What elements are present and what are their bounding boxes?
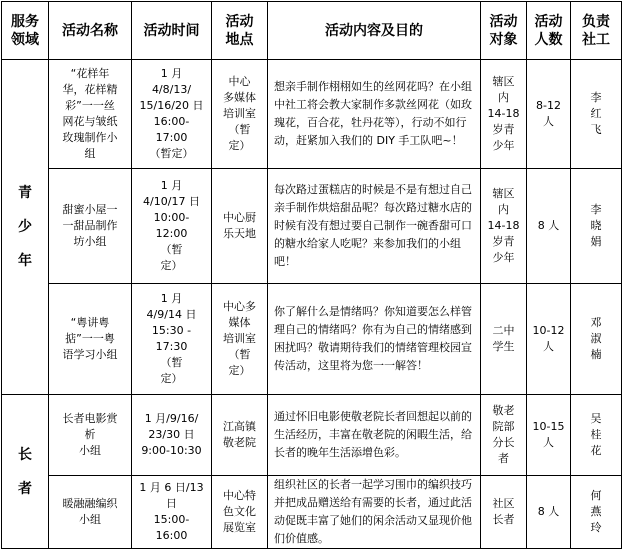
worker-text: 何 (590, 489, 602, 502)
table-row (2, 395, 622, 476)
name-text: 掂”一一粤 (65, 332, 115, 345)
activity-plan-table (1, 1, 622, 549)
content-text: 小组中社工将会教大家制作多款丝网 (274, 80, 472, 111)
content-text: 通过此活动促既丰富了她们的闲余活 (274, 496, 472, 527)
place-cell (212, 60, 268, 169)
name-text: 坊小组 (73, 235, 107, 248)
count-cell (527, 395, 571, 476)
content-text: 生活，给长者的晚年生活添增色彩。 (274, 428, 472, 459)
domain-text: 长 (18, 446, 32, 463)
header-target-line: 活动 (489, 13, 518, 30)
domain-text: 年 (18, 253, 32, 269)
name-text: 玫瑰制作小 (62, 131, 118, 144)
content-text: 绪管理校园宣传活动，这里将为您一 (274, 341, 472, 372)
domain-text: 者 (18, 480, 32, 497)
worker-text: 飞 (590, 123, 602, 136)
place-text: 定） (228, 364, 251, 377)
place-text: 定） (228, 139, 251, 152)
header-place (212, 2, 268, 60)
name-text: 小组 (79, 444, 101, 457)
place-text: 多媒体 (223, 91, 256, 104)
target-text: 少年 (492, 251, 515, 264)
count-text: 8 人 (537, 505, 560, 518)
worker-text: 李 (590, 203, 602, 216)
place-text: 江高镇 (223, 420, 256, 433)
table-row (2, 169, 622, 284)
time-text: 定） (160, 259, 183, 272)
time-text: （暂 (160, 243, 183, 256)
name-text: 暖融融编织 (62, 497, 118, 510)
time-text: 定） (160, 372, 183, 385)
time-text: 1 月 (160, 179, 183, 192)
content-cell (268, 284, 481, 395)
domain-cell (2, 395, 49, 549)
time-text: 15/16/20 日 (139, 99, 204, 112)
time-text: 16:00- (153, 115, 190, 128)
target-text: 14-18 (487, 107, 520, 120)
name-cell (49, 60, 132, 169)
count-text: 人 (543, 436, 554, 449)
place-cell (212, 476, 268, 549)
worker-text: 花 (590, 444, 602, 457)
target-cell (481, 284, 527, 395)
target-cell (481, 476, 527, 549)
target-text: 辖区 (492, 75, 515, 88)
name-text: “粤讲粤 (70, 316, 110, 329)
header-name-text: 活动名称 (62, 22, 118, 39)
place-text: 中心厨 (223, 211, 256, 224)
worker-cell (571, 476, 622, 549)
content-text: 一碗香甜可口的糖水给家人吃呢？来 (274, 219, 472, 250)
worker-text: 红 (590, 107, 602, 120)
content-text: 组织社区的长者一起学习围巾的编织 (274, 478, 450, 491)
place-text: 色文化 (223, 505, 256, 518)
content-cell (268, 395, 481, 476)
header-place-line: 地点 (225, 31, 254, 48)
count-text: 人 (543, 115, 554, 128)
time-text: 1 月/9/16/ (144, 412, 199, 425)
header-worker-line: 负责 (582, 13, 610, 30)
time-text: 1 月 (160, 67, 183, 80)
worker-text: 吴 (590, 412, 602, 425)
worker-cell (571, 395, 622, 476)
place-cell (212, 169, 268, 284)
time-text: 9:00-10:30 (141, 444, 202, 457)
content-cell (268, 60, 481, 169)
header-domain-line: 服务 (11, 13, 39, 30)
content-cell (268, 476, 481, 549)
worker-text: 邓 (590, 316, 602, 329)
content-text: 等），行动不如行动，赶紧加入我们 (274, 116, 467, 147)
target-text: 少年 (492, 139, 515, 152)
count-text: 10-15 (532, 420, 565, 433)
time-text: 15:30 - (151, 324, 192, 337)
name-text: 甜蜜小屋一 (62, 203, 118, 216)
time-text: 17:30 (155, 340, 188, 353)
target-text: 社区 (492, 497, 515, 510)
worker-cell (571, 60, 622, 169)
place-text: 中心多 (223, 300, 256, 313)
header-domain (2, 2, 49, 60)
header-name (49, 2, 132, 60)
header-content (268, 2, 481, 60)
place-text: （暂 (228, 348, 251, 361)
time-text: 10:00- (153, 211, 190, 224)
target-cell (481, 60, 527, 169)
time-text: 15:00- (153, 513, 190, 526)
target-text: 院部 (492, 420, 515, 433)
name-cell (49, 476, 132, 549)
target-text: 辖区 (492, 187, 515, 200)
header-time-text: 活动时间 (143, 22, 200, 39)
header-count-line: 人数 (534, 31, 563, 48)
content-text: 技巧并把成品赠送给有需要的长者， (274, 478, 472, 509)
time-text: 23/30 日 (148, 428, 195, 441)
time-text: 4/10/17 日 (143, 195, 200, 208)
place-cell (212, 284, 268, 395)
content-cell (268, 169, 481, 284)
target-text: 内 (498, 91, 509, 104)
name-cell (49, 284, 132, 395)
content-text: 前的生活经历，丰富在敬老院的闲暇 (274, 410, 472, 441)
content-text: 样管理自己的情绪吗？你有为自己的 (274, 305, 472, 336)
name-text: 析 (84, 428, 96, 441)
name-text: “花样年 (70, 67, 110, 80)
place-text: 中心 (228, 75, 251, 88)
time-cell (132, 60, 212, 169)
time-text: 4/8/13/ (151, 83, 192, 96)
place-text: 中心特 (223, 489, 256, 502)
target-text: 敬老 (492, 404, 515, 417)
time-text: 16:00 (155, 529, 188, 542)
time-cell (132, 169, 212, 284)
header-domain-line: 领域 (11, 31, 39, 48)
count-text: 8 人 (537, 219, 560, 232)
time-text: （暂定） (149, 147, 194, 160)
name-cell (49, 395, 132, 476)
count-text: 人 (543, 340, 554, 353)
time-text: 1 月 (160, 292, 183, 305)
count-text: 8-12 (536, 99, 561, 112)
time-text: 12:00 (155, 227, 188, 240)
name-text: 彩”一一丝 (65, 99, 115, 112)
header-count (527, 2, 571, 60)
content-text: 一解答！ (384, 359, 428, 372)
worker-text: 淑 (590, 332, 602, 345)
table-row (2, 284, 622, 395)
target-text: 二中 (492, 324, 515, 337)
content-text: 想亲手制作栩栩如生的丝网花吗？在 (274, 80, 450, 93)
target-cell (481, 169, 527, 284)
time-text: 17:00 (155, 131, 188, 144)
content-text: 花（如玫瑰花，百合花，牡丹花 (274, 98, 472, 129)
worker-text: 玲 (590, 521, 602, 534)
content-text: 糖水店的时候有没有想过要自己制作 (274, 201, 472, 232)
worker-cell (571, 284, 622, 395)
time-text: 1 月 6 日/13 (139, 481, 204, 494)
count-cell (527, 60, 571, 169)
place-text: 培训室 (223, 332, 256, 345)
count-cell (527, 284, 571, 395)
name-text: 一甜品制作 (62, 219, 118, 232)
header-worker (571, 2, 622, 60)
name-text: 小组 (79, 513, 101, 526)
time-text: 4/9/14 日 (146, 308, 197, 321)
place-text: 培训室 (223, 107, 256, 120)
header-worker-line: 社工 (582, 31, 610, 48)
header-row (2, 2, 622, 60)
time-text: （暂 (160, 356, 183, 369)
header-count-line: 活动 (534, 13, 563, 30)
table-row (2, 476, 622, 549)
place-text: 媒体 (228, 316, 251, 329)
worker-cell (571, 169, 622, 284)
place-text: （暂 (228, 123, 251, 136)
header-target-line: 对象 (489, 31, 518, 48)
time-text: 日 (166, 497, 177, 510)
worker-text: 李 (590, 91, 602, 104)
header-time (132, 2, 212, 60)
name-cell (49, 169, 132, 284)
target-text: 长者 (492, 513, 515, 526)
name-text: 华，花样精 (62, 83, 118, 96)
name-text: 组 (84, 147, 96, 160)
name-text: 语学习小组 (62, 348, 118, 361)
worker-text: 娟 (590, 235, 602, 248)
place-text: 展览室 (223, 521, 256, 534)
content-text: 的 DIY 手工队吧~！ (362, 134, 463, 147)
worker-text: 晓 (590, 219, 602, 232)
count-cell (527, 169, 571, 284)
target-text: 分长 (492, 436, 515, 449)
target-text: 学生 (492, 340, 515, 353)
count-text: 10-12 (532, 324, 565, 337)
content-text: 每次路过蛋糕店的时候是不是有想过 (274, 183, 450, 196)
place-text: 乐天地 (223, 227, 256, 240)
content-text: 通过怀旧电影使敬老院长者回想起以 (274, 410, 450, 423)
table-row (2, 60, 622, 169)
content-text: 自己亲手制作烘焙甜品呢？每次路过 (274, 183, 472, 214)
domain-text: 青 (18, 185, 32, 201)
target-text: 岁青 (492, 235, 515, 248)
time-cell (132, 395, 212, 476)
domain-text: 少 (18, 219, 32, 235)
name-text: 网花与皱纸 (62, 115, 118, 128)
time-cell (132, 476, 212, 549)
target-cell (481, 395, 527, 476)
place-text: 敬老院 (223, 436, 256, 449)
worker-text: 燕 (590, 505, 602, 518)
domain-cell (2, 60, 49, 395)
content-text: 情绪感到困扰吗？敬请期待我们的情 (274, 323, 472, 354)
count-cell (527, 476, 571, 549)
target-text: 岁青 (492, 123, 515, 136)
content-text: 参加我们的小组吧！ (274, 237, 461, 268)
target-text: 内 (498, 203, 509, 216)
header-place-line: 活动 (225, 13, 254, 30)
target-text: 14-18 (487, 219, 520, 232)
worker-text: 桂 (590, 428, 602, 441)
content-text: 你了解什么是情绪吗？你知道要怎么 (274, 305, 450, 318)
name-text: 长者电影赏 (62, 412, 118, 425)
place-cell (212, 395, 268, 476)
worker-text: 楠 (590, 348, 602, 361)
content-text: 动又显现价他们价值感。 (274, 514, 472, 545)
header-target (481, 2, 527, 60)
target-text: 者 (498, 452, 509, 465)
time-cell (132, 284, 212, 395)
header-content-text: 活动内容及目的 (325, 22, 423, 39)
